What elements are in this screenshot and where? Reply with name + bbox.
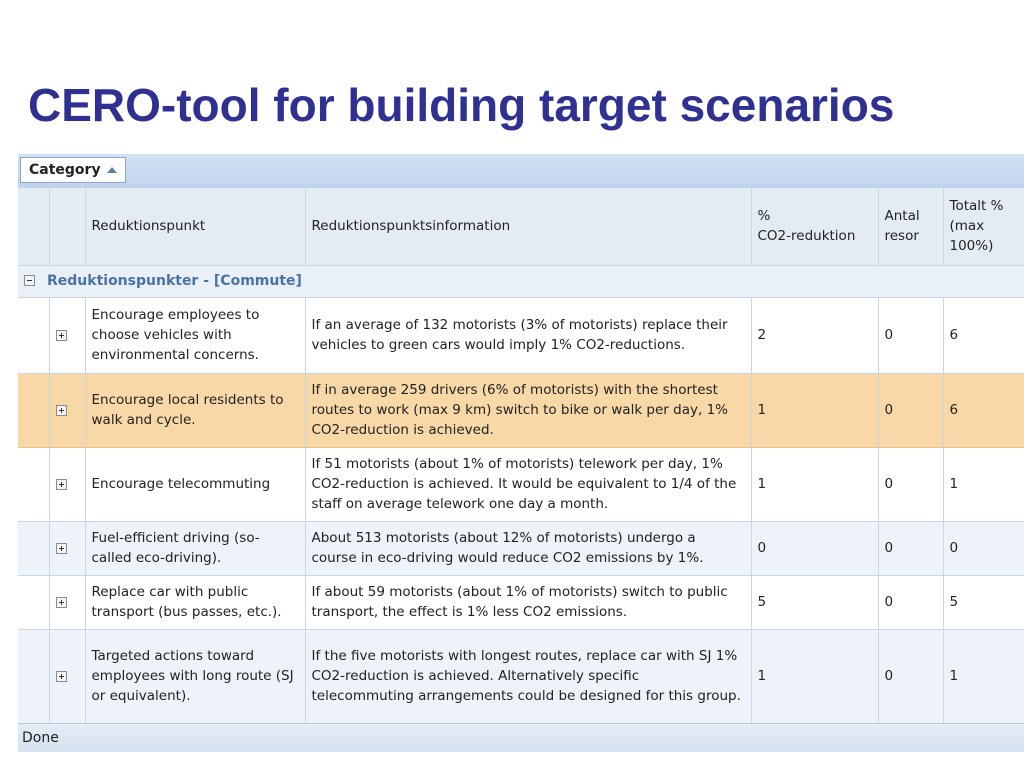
column-header-information[interactable]: Reduktionspunktsinformation: [305, 188, 751, 265]
cell-totalt: 6: [943, 373, 1024, 447]
cell-co2-reduktion: 1: [751, 447, 878, 521]
expand-row-icon[interactable]: [56, 405, 67, 416]
antal-header-line2: resor: [884, 228, 919, 245]
cell-co2-reduktion: 2: [751, 297, 878, 373]
cell-antal-resor: 0: [878, 521, 943, 575]
grid-table: [18, 188, 1024, 724]
row-indent-cell: [18, 447, 49, 521]
table-row[interactable]: [18, 521, 1024, 575]
column-header-co2-reduktion[interactable]: [751, 188, 878, 265]
co2-header-line1: %: [757, 208, 771, 225]
row-indent-cell: [18, 297, 49, 373]
expand-row-icon[interactable]: [56, 597, 67, 608]
table-row[interactable]: [18, 629, 1024, 723]
group-header-row[interactable]: [18, 265, 1024, 297]
cell-information: If an average of 132 motorists (3% of motorists) replace their vehicles to green cars would imply 1% CO2-reductions.: [305, 297, 751, 373]
cell-co2-reduktion: 1: [751, 373, 878, 447]
table-row[interactable]: [18, 447, 1024, 521]
column-header-antal-resor[interactable]: [878, 188, 943, 265]
expand-row-icon[interactable]: [56, 330, 67, 341]
antal-header-line1: Antal: [884, 208, 920, 225]
sort-ascending-icon: [107, 167, 117, 173]
cell-totalt: 6: [943, 297, 1024, 373]
cell-co2-reduktion: 1: [751, 629, 878, 723]
co2-header-line2: CO2-reduktion: [757, 228, 856, 245]
row-indent-cell: [18, 575, 49, 629]
expand-row-icon[interactable]: [56, 543, 67, 554]
slide-title: CERO-tool for building target scenarios: [28, 79, 895, 131]
cell-information: About 513 motorists (about 12% of motorists) undergo a course in eco-driving would reduce CO2 emissions by 1%.: [305, 521, 751, 575]
row-expand-cell: [49, 629, 85, 723]
row-expand-cell: [49, 447, 85, 521]
cell-totalt: 1: [943, 629, 1024, 723]
row-indent-cell: [18, 373, 49, 447]
expand-row-icon[interactable]: [56, 671, 67, 682]
cell-antal-resor: 0: [878, 629, 943, 723]
cell-antal-resor: 0: [878, 297, 943, 373]
row-expand-cell: [49, 373, 85, 447]
group-by-bar: [18, 154, 1024, 189]
group-header-label: Reduktionspunkter - [Commute]: [47, 273, 302, 289]
category-group-label: Category: [29, 162, 101, 178]
totalt-header-line1: Totalt %: [949, 198, 1004, 215]
table-row[interactable]: [18, 575, 1024, 629]
category-group-button[interactable]: [20, 157, 126, 183]
cell-information: If the five motorists with longest routes, replace car with SJ 1% CO2-reduction is achieved. Alternatively specific telecommuting arrangements could be designed for this group.: [305, 629, 751, 723]
totalt-header-line3: 100%): [949, 238, 994, 255]
cell-reduktionspunkt: Encourage local residents to walk and cycle.: [85, 373, 305, 447]
row-expand-cell: [49, 297, 85, 373]
cell-information: If about 59 motorists (about 1% of motorists) switch to public transport, the effect is 1% less CO2 emissions.: [305, 575, 751, 629]
column-header-totalt[interactable]: [943, 188, 1024, 265]
cell-reduktionspunkt: Targeted actions toward employees with long route (SJ or equivalent).: [85, 629, 305, 723]
column-header-row: [18, 188, 1024, 265]
cell-antal-resor: 0: [878, 373, 943, 447]
collapse-group-icon[interactable]: [24, 275, 35, 286]
cell-totalt: 1: [943, 447, 1024, 521]
cell-antal-resor: 0: [878, 575, 943, 629]
status-text: Done: [22, 730, 59, 746]
cell-reduktionspunkt: Encourage employees to choose vehicles with environmental concerns.: [85, 297, 305, 373]
cell-reduktionspunkt: Encourage telecommuting: [85, 447, 305, 521]
header-indent-cell: [18, 188, 49, 265]
group-header-cell: [18, 265, 1024, 297]
table-row-selected[interactable]: [18, 373, 1024, 447]
row-indent-cell: [18, 521, 49, 575]
totalt-header-line2: (max: [949, 218, 985, 235]
expand-row-icon[interactable]: [56, 479, 67, 490]
cell-antal-resor: 0: [878, 447, 943, 521]
cell-totalt: 5: [943, 575, 1024, 629]
column-header-reduktionspunkt[interactable]: Reduktionspunkt: [85, 188, 305, 265]
cell-co2-reduktion: 5: [751, 575, 878, 629]
cell-reduktionspunkt: Replace car with public transport (bus passes, etc.).: [85, 575, 305, 629]
table-row[interactable]: [18, 297, 1024, 373]
header-expand-cell: [49, 188, 85, 265]
row-indent-cell: [18, 629, 49, 723]
status-bar: [18, 723, 1024, 752]
row-expand-cell: [49, 521, 85, 575]
cell-reduktionspunkt: Fuel-efficient driving (so-called eco-driving).: [85, 521, 305, 575]
row-expand-cell: [49, 575, 85, 629]
cell-co2-reduktion: 0: [751, 521, 878, 575]
cell-information: If 51 motorists (about 1% of motorists) telework per day, 1% CO2-reduction is achieved. It would be equivalent to 1/4 of the staff on average telework one day a month.: [305, 447, 751, 521]
cell-information: If in average 259 drivers (6% of motorists) with the shortest routes to work (max 9 km) switch to bike or walk per day, 1% CO2-reduction is achieved.: [305, 373, 751, 447]
data-grid: [18, 154, 1024, 752]
cell-totalt: 0: [943, 521, 1024, 575]
